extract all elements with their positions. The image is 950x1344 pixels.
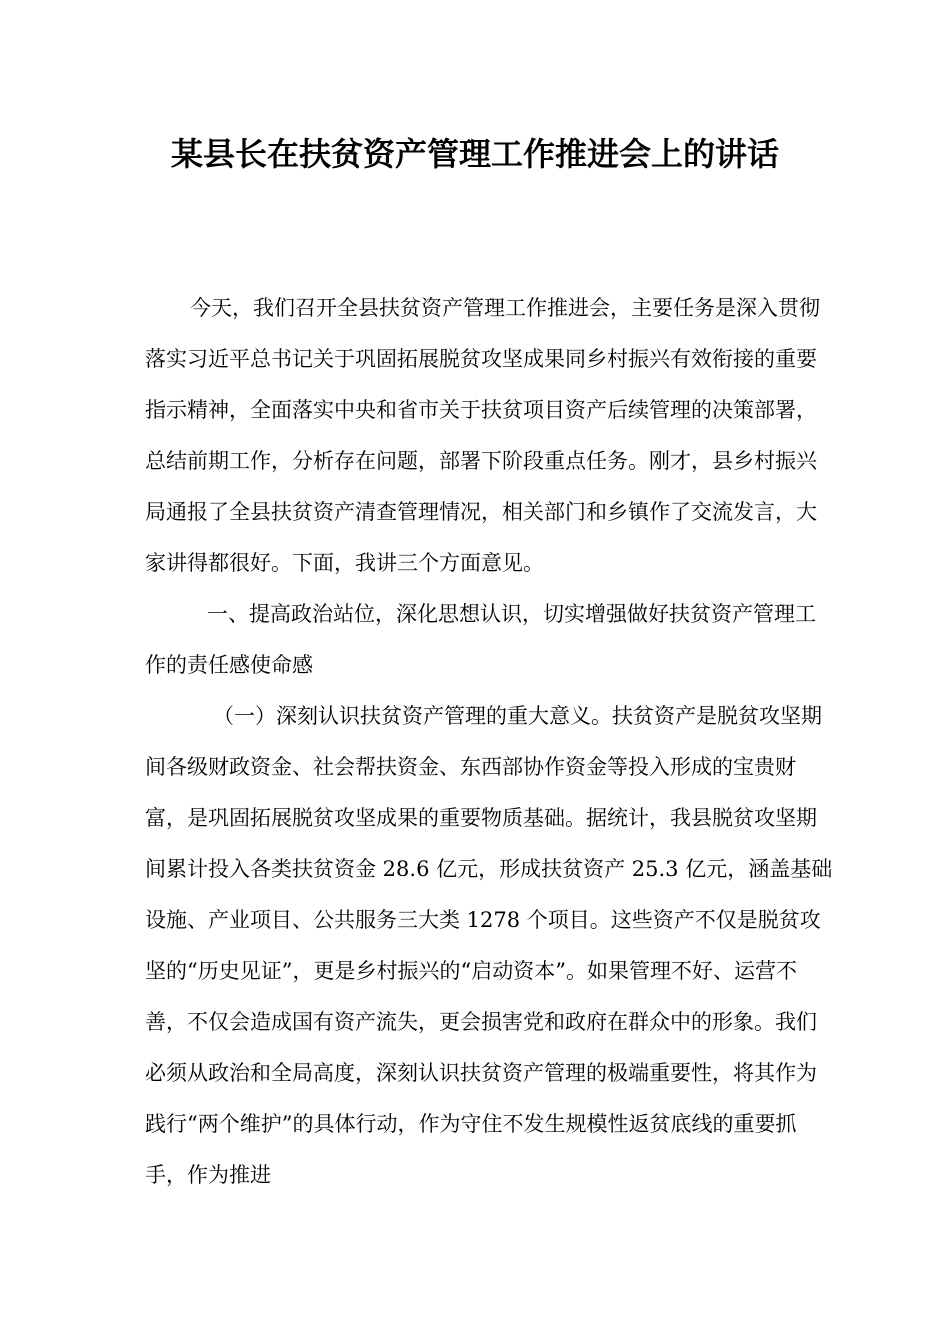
document-title: 某县长在扶贫资产管理工作推进会上的讲话 bbox=[170, 135, 779, 173]
section-heading: 一、提高政治站位，深化思想认识，切实增强做好扶贫资产管理工作的责任感使命感 bbox=[145, 602, 816, 677]
document-body bbox=[145, 283, 835, 1201]
intro-paragraph: 今天，我们召开全县扶贫资产管理工作推进会，主要任务是深入贯彻落实习近平总书记关于巩固拓展脱贫攻坚成果同乡村振兴有效衔接的重要指示精神，全面落实中央和省市关于扶贫项目资产后续管理的决策部署，总结前期工作，分析存在问题，部署下阶段重点任务。刚才，县乡村振兴局通报了全县扶贫资产清查管理情况，相关部门和乡镇作了交流发言，大家讲得都很好。下面，我讲三个方面意见。 bbox=[145, 296, 820, 575]
subsection-paragraph: （一）深刻认识扶贫资产管理的重大意义。扶贫资产是脱贫攻坚期间各级财政资金、社会帮扶资金、东西部协作资金等投入形成的宝贵财富，是巩固拓展脱贫攻坚成果的重要物质基础。据统计，我县脱贫攻坚期间累计投入各类扶贫资金 28.6 亿元，形成扶贫资产 25.3 亿元，涵盖基础设施、产业项目、公共服务三大类 1278 个项目。这些资产不仅是脱贫攻坚的“历史见证”，更是乡村振兴的“启动资本”。如果管理不好、运营不善，不仅会造成国有资产流失，更会损害党和政府在群众中的形象。我们必须从政治和全局高度，深刻认识扶贫资产管理的极端重要性，将其作为践行“两个维护”的具体行动，作为守住不发生规模性返贫底线的重要抓手，作为推进 bbox=[145, 704, 833, 1187]
